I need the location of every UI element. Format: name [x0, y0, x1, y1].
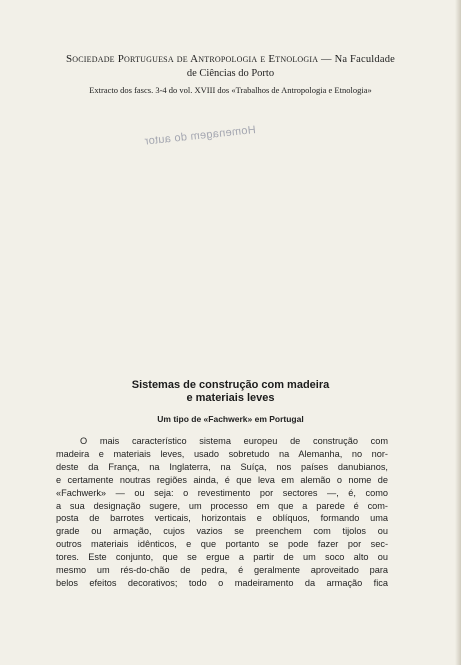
header-society-name: Sociedade Portuguesa de Antropologia e Etnologia: [65, 53, 319, 65]
body-line: tores. Este conjunto, que se ergue a partir de um soco alto ou: [56, 552, 388, 563]
body-line: deste da França, na Inglaterra, na Suíça, nos países danubianos,: [56, 461, 388, 472]
body-line: O mais característico sistema europeu de construção com: [80, 436, 388, 446]
body-line: outros materiais idênticos, e que portanto se pode fazer por sec-: [56, 539, 388, 550]
body-line: grade ou armação, cujos vazios se preenchem com tijolos ou: [56, 526, 388, 537]
publication-header: [0, 52, 461, 97]
body-line: e certamente noutras regiões ainda, é que leva em alemão o nome de: [56, 474, 388, 485]
article-subtitle: Um tipo de «Fachwerk» em Portugal: [157, 414, 304, 424]
body-line: «Fachwerk» — ou seja: o revestimento por sectores —, é, como: [56, 487, 388, 498]
body-line: belos efeitos decorativos; todo o madeiramento da armação fica: [56, 577, 388, 588]
header-faculty-line: de Ciências do Porto: [186, 68, 275, 79]
article-title-block: [0, 379, 461, 425]
body-line: mesmo um rés-do-chão de pedra, é geralmente aproveitado para: [56, 565, 388, 576]
body-line: madeira e materiais leves, usado sobretudo na Alemanha, no nor-: [56, 448, 388, 459]
header-extract-line: Extracto dos fascs. 3-4 do vol. XVIII dos «Trabalhos de Antropologia e Etnologia»: [89, 85, 372, 95]
article-title-line-1: Sistemas de construção com madeira: [131, 379, 330, 391]
article-body: [56, 435, 388, 590]
header-faculty-text: — Na Faculdade: [318, 54, 396, 65]
body-line: a sua designação sugere, um processo em que a parede é com-: [56, 500, 388, 511]
author-stamp: Homenagem do autor: [143, 124, 257, 148]
article-title-line-2: e materiais leves: [186, 392, 275, 404]
body-line: posta de barrotes verticais, horizontais e oblíquos, formando uma: [56, 513, 388, 524]
page-edge-shadow: [455, 0, 461, 665]
header-society-line: [0, 52, 461, 67]
